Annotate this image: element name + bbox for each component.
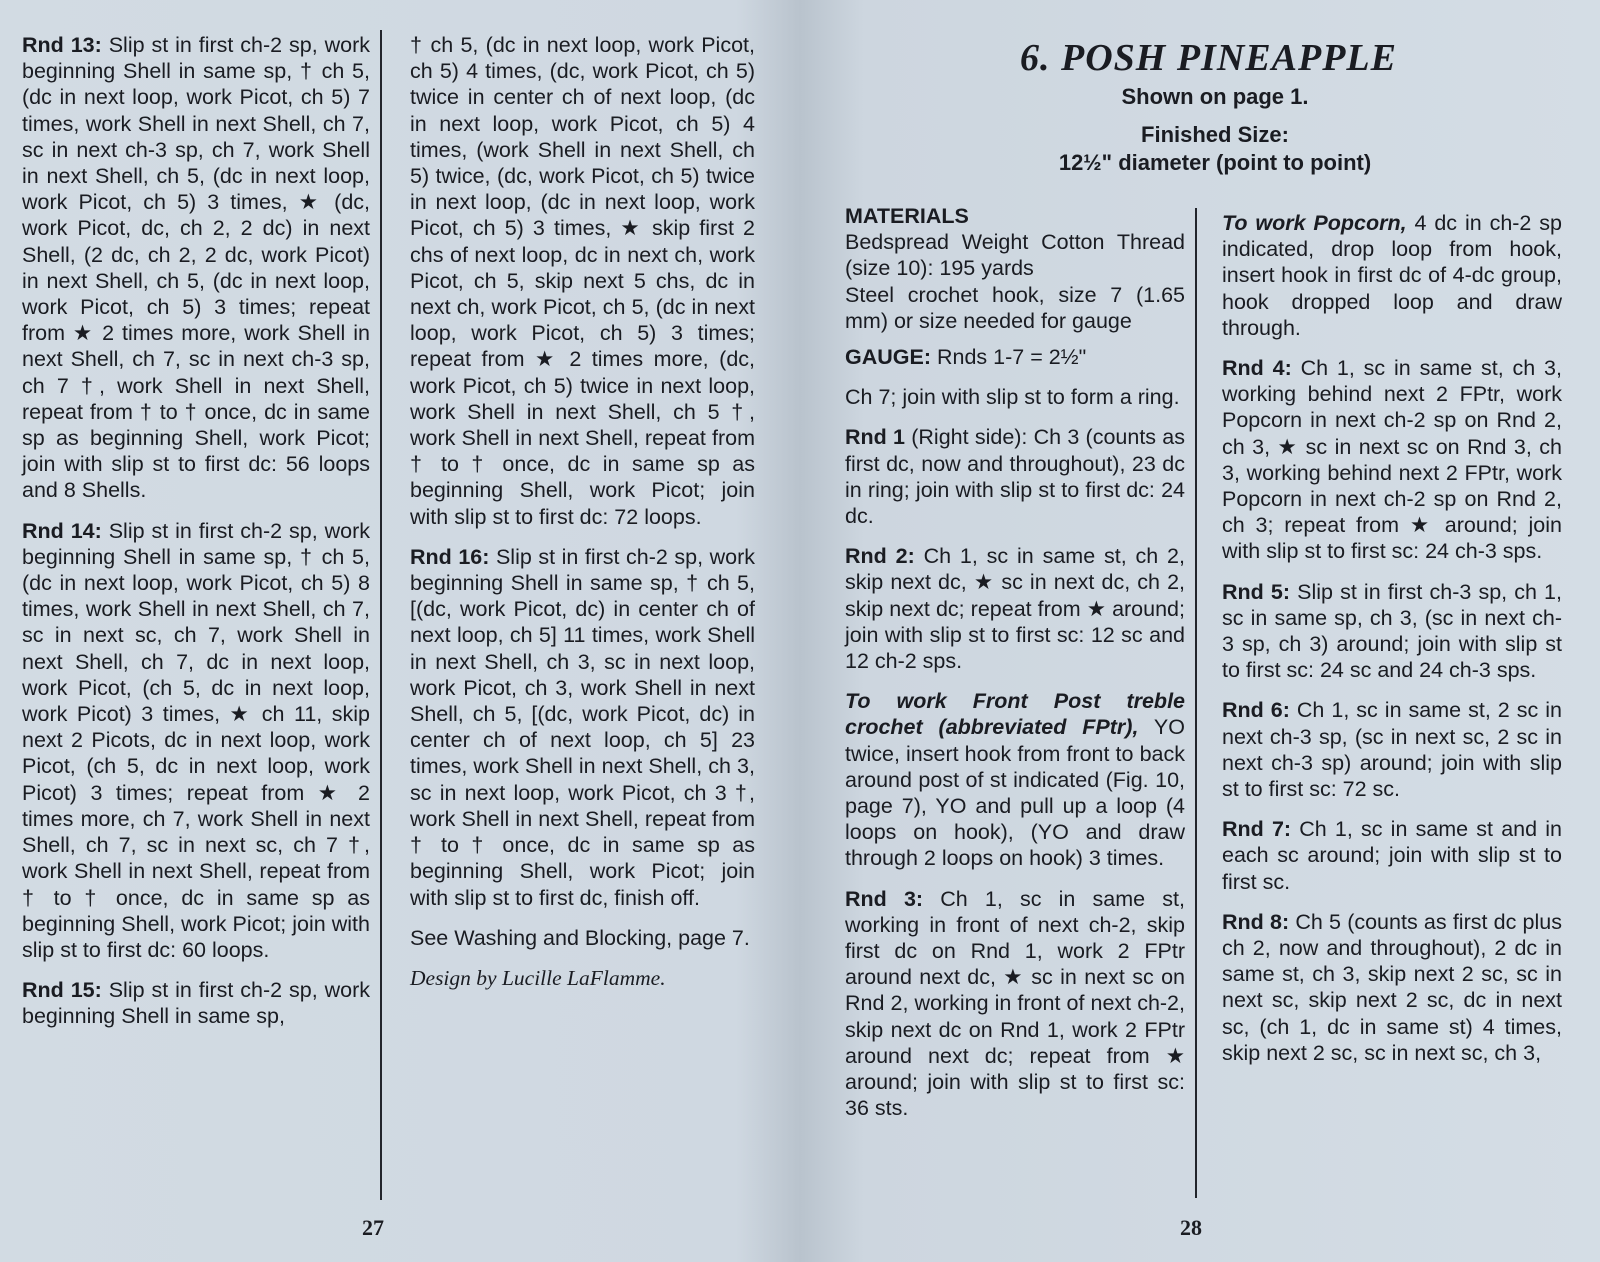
round-1: Rnd 1 (Right side): Ch 3 (counts as first dc, now and throughout), 23 dc in ring; join with slip st to first dc: 24 dc. [845, 425, 1186, 529]
round-2: Rnd 2: Ch 1, sc in same st, ch 2, skip next dc, ★ sc in next dc, ch 2, skip next dc; repeat from ★ around; join with slip st to first sc: 12 sc and 12 ch-2 sps. [845, 544, 1185, 674]
round-8: Rnd 8: Ch 5 (counts as first dc plus ch 2, now and throughout), 2 dc in same st, ch 3, skip next 2 sc, sc in next sc, skip next 2 sc, dc in next sc, (ch 1, dc in same st) 4 times, skip next 2 sc, sc in next sc, ch 3, [1222, 909, 1563, 1065]
gauge: GAUGE: Rnds 1-7 = 2½" [845, 345, 1087, 370]
fptr-instructions: To work Front Post treble crochet (abbreviated FPtr), YO twice, insert hook from front to back around post of st indicated (Fig. 10, page 7), YO and pull up a loop (4 loops on hook), (YO and draw through 2 loops on hook) 3 times. [845, 689, 1185, 871]
round-15-continued: † ch 5, (dc in next loop, work Picot, ch 5) 4 times, (dc, work Picot, ch 5) twice in center ch of next loop, (dc in next loop, work Picot, ch 5) 4 times, (work Shell in next Shell, ch 5) twice, (dc, work Picot, ch 5) twice in next loop, (dc in next loop, work Picot, ch 5) 3 times, ★ skip first 2 chs of next loop, dc in next ch, work Picot, ch 5, skip next 5 chs, dc in next ch, work Picot, ch 5, (dc in next loop, work Picot, ch 5) 3 times; repeat from ★ 2 times more, (dc, work Picot, ch 5) twice in next loop, work Shell in next Shell, ch 5 †, work Shell in next Shell, repeat from † to † once, dc in same sp as beginning Shell, work Picot; join with slip st to first dc: 72 loops. [410, 33, 755, 529]
round-7: Rnd 7: Ch 1, sc in same st and in each sc around; join with slip st to first sc. [1222, 817, 1562, 894]
page-number-left: 27 [362, 1215, 384, 1240]
popcorn-instructions: To work Popcorn, 4 dc in ch-2 sp indicated, drop loop from hook, insert hook in first dc of 4-dc group, hook dropped loop and draw through. [1222, 211, 1562, 340]
page-number-right: 28 [1180, 1215, 1202, 1240]
shown-on: Shown on page 1. [1121, 84, 1309, 109]
round-5: Rnd 5: Slip st in first ch-3 sp, ch 1, sc in same sp, ch 3, (sc in next ch-3 sp, ch 3) around; join with slip st to first sc: 24 sc and 24 ch-3 sps. [1222, 579, 1562, 683]
round-16: Rnd 16: Slip st in first ch-2 sp, work beginning Shell in same sp, † ch 5, [(dc, work Picot, dc) in center ch of next loop, ch 5] 11 times, work Shell in next Shell, ch 3, sc in next loop, work Picot, ch 3, work Shell in next Shell, ch 5, [(dc, work Picot, dc) in center ch of next loop, ch 5] 23 times, work Shell in next Shell, ch 3, sc in next loop, work Picot, ch 3 †, work Shell in next Shell, repeat from † to † once, dc in same sp as beginning Shell, work Picot; join with slip st to first dc, finish off. [410, 544, 755, 910]
round-4: Rnd 4: Ch 1, sc in same st, ch 3, working behind next 2 FPtr, work Popcorn in next ch-2 sp on Rnd 2, ch 3, ★ sc in next sc on Rnd 3, ch 3, working behind next 2 FPtr, work Popcorn in next ch-2 sp on Rnd 2, ch 3; repeat from ★ around; join with slip st to first sc: 24 ch-3 sps. [1222, 356, 1562, 564]
round-13: Rnd 13: Slip st in first ch-2 sp, work beginning Shell in same sp, † ch 5, (dc in next loop, work Picot, ch 5) 7 times, work Shell in next Shell, ch 7, sc in next ch-3 sp, ch 7, work Shell in next Shell, ch 5, (dc in next loop, work Picot, ch 5) 3 times, ★ (dc, work Picot, dc, ch 2, 2 dc) in next Shell, (2 dc, ch 2, 2 dc, work Picot) in next Shell, ch 5, (dc in next loop, work Picot, ch 5) 3 times; repeat from ★ 2 times more, work Shell in next Shell, ch 7, sc in next ch-3 sp, ch 7 †, work Shell in next Shell, repeat from † to † once, dc in same sp as beginning Shell, work Picot; join with slip st to first dc: 56 loops and 8 Shells. [22, 33, 370, 503]
round-15: Rnd 15: Slip st in first ch-2 sp, work beginning Shell in same sp, [22, 978, 370, 1029]
right-column-1 [845, 203, 1185, 1136]
foundation-chain: Ch 7; join with slip st to form a ring. [845, 385, 1180, 410]
materials-heading: MATERIALS [845, 204, 969, 228]
left-column-1 [22, 32, 370, 1044]
round-6: Rnd 6: Ch 1, sc in same st, 2 sc in next ch-3 sp, (sc in next sc, 2 sc in next ch-3 sp) around; join with slip st to first sc: 72 sc. [1222, 698, 1562, 802]
pattern-title: 6. POSH PINEAPPLE [1020, 37, 1397, 79]
round-14: Rnd 14: Slip st in first ch-2 sp, work beginning Shell in same sp, † ch 5, (dc in next loop, work Picot, ch 5) 8 times, work Shell in next Shell, ch 7, sc in next sc, ch 7, work Shell in next Shell, ch 7, dc in next loop, work Picot, (ch 5, dc in next loop, work Picot) 3 times, ★ ch 11, skip next 2 Picots, dc in next loop, work Picot, (ch 5, dc in next loop, work Picot) 3 times; repeat from ★ 2 times more, ch 7, work Shell in next Shell, ch 7, sc in next sc, ch 7 †, work Shell in next Shell, repeat from † to † once, dc in same sp as beginning Shell, work Picot; join with slip st to first dc: 60 loops. [22, 518, 370, 962]
left-column-2 [410, 32, 755, 1005]
see-washing: See Washing and Blocking, page 7. [410, 925, 750, 950]
design-credit: Design by Lucille LaFlamme. [410, 965, 666, 990]
finished-size-value: 12½" diameter (point to point) [1058, 150, 1372, 175]
round-3: Rnd 3: Ch 1, sc in same st, working in front of next ch-2, skip first dc on Rnd 1, work 2 FPtr around next dc, ★ sc in next sc on Rnd 2, working in front of next ch-2, skip next dc on Rnd 1, work 2 FPtr around next dc; repeat from ★ around; join with slip st to first sc: 36 sts. [845, 886, 1185, 1121]
materials: MATERIALS Bedspread Weight Cotton Thread (size 10): 195 yards Steel crochet hook, size 7 (1.65 mm) or size needed for gauge [845, 204, 1185, 333]
right-column-2 [1222, 210, 1562, 1080]
column-divider-right [1195, 208, 1197, 1198]
column-divider [380, 30, 382, 1200]
finished-size-label: Finished Size: [1141, 122, 1289, 147]
